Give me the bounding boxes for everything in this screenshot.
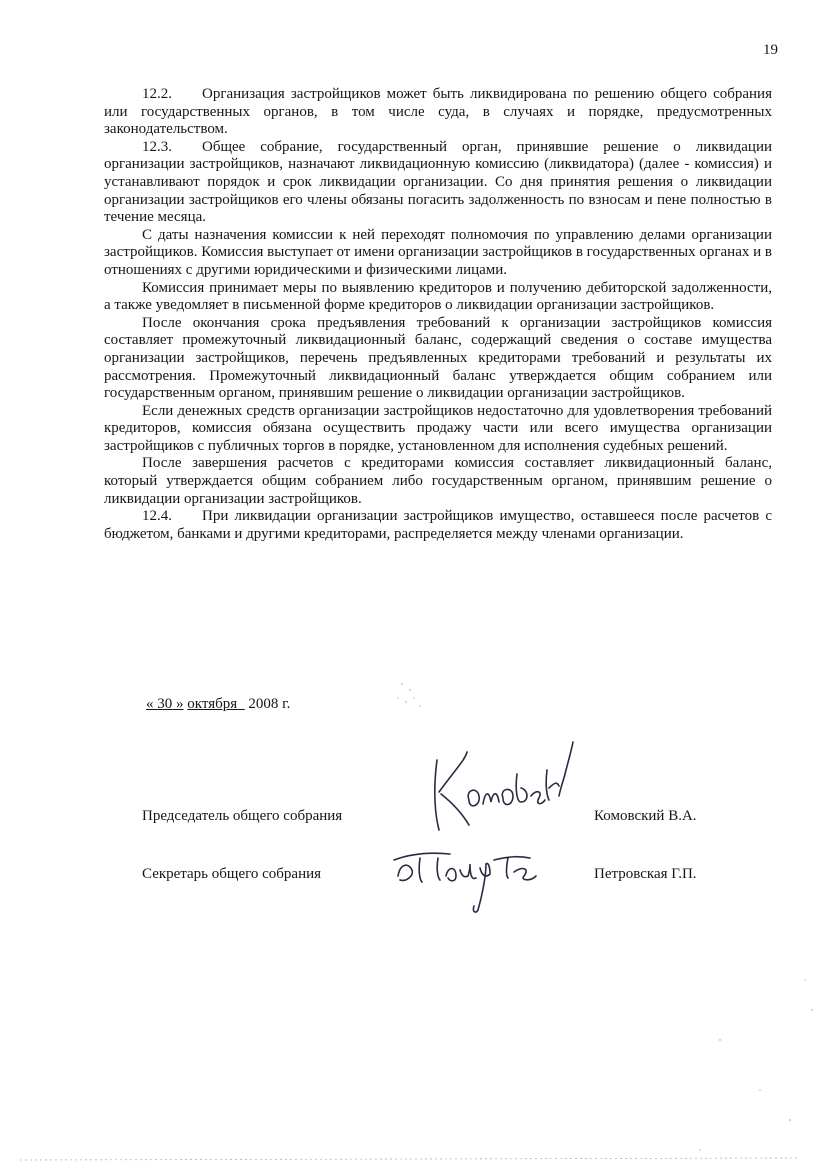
paragraph-text: Общее собрание, государственный орган, принявшие решение о ликвидации организации застройщиков, назначают ликвидационную комиссию (ликвидатора) (далее - комиссия) и устанавливают порядок и срок ликвидации организации. Со дня принятия решения о ликвидации организации застройщиков его члены обязаны погасить задолженность по взносам и пене полностью в течение месяца. [104, 138, 772, 226]
paragraph: После окончания срока предъявления требований к организации застройщиков комиссия составляет промежуточный ликвидационный баланс, содержащий сведения о составе имущества организации застройщиков, перечень предъявленных кредиторами требований и результаты их рассмотрения. Промежуточный ликвидационный баланс утверждается общим собранием или государственным органом, принявшим решение о ликвидации организации застройщиков. [104, 314, 772, 402]
paragraph: Если денежных средств организации застройщиков недостаточно для удовлетворения требований кредиторов, комиссия обязана осуществить продажу части или всего имущества организации застройщиков с публичных торгов в порядке, установленном для исполнения судебных решений. [104, 402, 772, 454]
date-month: октября [187, 696, 238, 712]
date-day: 30 [157, 696, 173, 712]
chairman-handwritten-signature [425, 730, 575, 840]
paragraph: Комиссия принимает меры по выявлению кредиторов и получению дебиторской задолженности, а также уведомляет в письменной форме кредиторов о ликвидации организации застройщиков. [104, 279, 772, 314]
paragraph-text: При ликвидации организации застройщиков имущество, оставшееся после расчетов с бюджетом, банками и другими кредиторами, распределяется между членами организации. [104, 508, 772, 542]
paragraph-12-2 [104, 86, 772, 139]
document-body [104, 86, 772, 543]
paragraph: С даты назначения комиссии к ней переходят полномочия по управлению делами организации застройщиков. Комиссия выступает от имени организации застройщиков в государственных органах и в отношениях с другими юридическими и физическими лицами. [104, 226, 772, 278]
document-date [146, 696, 290, 713]
date-open-quote: « 30 » [146, 696, 184, 712]
secretary-name: Петровская Г.П. [594, 866, 697, 882]
paragraph-12-4 [104, 508, 772, 543]
clause-number: 12.2. [142, 86, 172, 102]
paragraph-text: Организация застройщиков может быть ликвидирована по решению общего собрания или государственных органов, в том числе суда, в случаях и порядке, предусмотренных законодательством. [104, 86, 772, 138]
chairman-name: Комовский В.А. [594, 808, 697, 824]
date-year: 2008 г. [248, 696, 291, 712]
paragraph-12-3 [104, 139, 772, 227]
page-number: 19 [763, 42, 778, 58]
secretary-role: Секретарь общего собрания [142, 866, 322, 882]
secretary-handwritten-signature [390, 836, 550, 916]
date-close-quote: » [176, 696, 184, 712]
chairman-role: Председатель общего собрания [142, 808, 343, 824]
clause-number: 12.3. [142, 138, 172, 155]
clause-number: 12.4. [142, 508, 172, 525]
paragraph: После завершения расчетов с кредиторами комиссия составляет ликвидационный баланс, который утверждается общим собранием либо государственным органом, принявшим решение о ликвидации организации застройщиков. [104, 455, 772, 507]
